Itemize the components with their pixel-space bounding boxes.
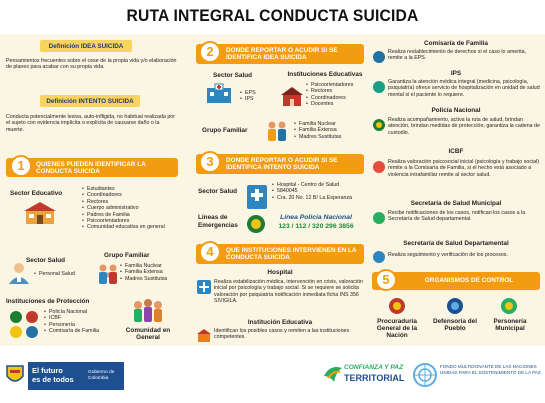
list-item: • Padres de Familia bbox=[82, 212, 178, 218]
list-item: • Rectores bbox=[306, 88, 366, 94]
list-item: • IPS bbox=[240, 96, 270, 102]
gob-line2: es de todos bbox=[32, 375, 74, 384]
confianza-line1: CONFIANZA Y PAZ bbox=[344, 364, 404, 371]
institucion-educativa-text: Identifican los posibles casos y remiten a las instituciones competentes. bbox=[214, 328, 350, 341]
family-icon bbox=[96, 262, 120, 286]
section1-number: 1 bbox=[10, 155, 32, 177]
ips-icon bbox=[372, 80, 386, 94]
section5-header bbox=[372, 268, 540, 292]
s2-educativas-list bbox=[306, 82, 366, 108]
institucion-educativa-label: Institución Educativa bbox=[247, 319, 313, 326]
section3-header bbox=[196, 150, 364, 174]
list-item: • Personal Salud bbox=[34, 271, 94, 277]
gobierno-colombia-logo bbox=[28, 362, 124, 390]
hospital-text: Realiza estabilización médica, intervención en crisis, valoración inicial por psicología y trabajo social. Si se requiere se solicita valoración por psiquiatría notificación inmediata ficha INS 356 SIVIGILA. bbox=[214, 279, 363, 304]
grupo-familiar-label: Grupo Familiar bbox=[104, 252, 150, 259]
list-item: • Madres Sustitutas bbox=[120, 276, 180, 282]
section4-heading: QUE INSTITUCIONES INTERVIENEN EN LA CONDUCTA SUICIDA bbox=[196, 244, 364, 264]
police-badge-icon bbox=[246, 214, 266, 234]
salud-municipal-text: Recibe notificaciones de los casos, notifican los casos a la Secretaría de Salud departamental. bbox=[388, 210, 526, 223]
list-item: • Cuerpo administrativo bbox=[82, 205, 178, 211]
confianza-line2: TERRITORIAL bbox=[344, 373, 405, 383]
section5-heading: ORGANISMOS DE CONTROL bbox=[372, 272, 540, 290]
list-item: • 5840045 bbox=[272, 188, 366, 194]
policia-phone-numbers: 123 / 112 / 320 296 3856 bbox=[278, 223, 354, 230]
family-group-icon bbox=[266, 120, 288, 142]
school-small-icon bbox=[196, 328, 212, 342]
list-item: • Hospital - Centro de Salud bbox=[272, 182, 366, 188]
idea-suicida-heading: Definición IDEA SUICIDA bbox=[40, 40, 132, 52]
sector-educativo-list bbox=[82, 186, 178, 231]
list-item: • Madres Sustitutas bbox=[294, 134, 364, 140]
policia-nacional-text: Realiza acompañamiento, activa la ruta de salud, brindan atención, brindan medidas de protección, garantiza la cadena de custodio. bbox=[388, 117, 540, 136]
list-item: • Docentes bbox=[306, 101, 366, 107]
doctor-icon bbox=[6, 262, 32, 284]
dove-icon bbox=[322, 362, 344, 386]
icbf-text: Realiza valoración psicosocial inicial (psicología y trabajo social) remite a la Comisaría de Familia, si el hecho está asociado a violencia intrafamiliar remite al sector salud. bbox=[388, 159, 540, 178]
s3-salud-list bbox=[272, 182, 366, 201]
ips-text: Garantiza la atención médica integral (medicina, psicología, psiquiatría) ofrece servicio de hospitalización en unidad de salud mental si el paciente lo requiere. bbox=[388, 79, 540, 98]
policia-icon bbox=[372, 118, 386, 132]
intento-suicida-text: Conducta potencialmente lesiva, auto-infligida, no habitual realizada por el sujeto con evidencia implícita o explícita de causarse daño o la muerte. bbox=[6, 114, 176, 133]
hospital-cross-icon bbox=[246, 183, 268, 211]
list-item: • Comisaría de Familia bbox=[44, 328, 120, 334]
hospital-icon bbox=[206, 83, 232, 103]
s2-salud-list bbox=[240, 90, 270, 103]
list-item: • Personería bbox=[44, 322, 120, 328]
list-item: • Familia Nuclear bbox=[294, 121, 364, 127]
un-emblem-icon bbox=[412, 362, 438, 388]
gob-line1: El futuro bbox=[32, 366, 63, 375]
list-item: • Policía Nacional bbox=[44, 309, 120, 315]
defensoria-icon bbox=[446, 297, 464, 315]
page-title: RUTA INTEGRAL CONDUCTA SUICIDA bbox=[126, 6, 419, 25]
list-item: • Coordinadores bbox=[82, 192, 178, 198]
salud-departamental-text: Realiza seguimiento y verificación de los procesos. bbox=[388, 252, 508, 258]
section2-heading: DONDE REPORTAR O ACUDIR SI SE IDENTIFICA IDEA SUICIDA bbox=[196, 44, 364, 64]
list-item: • Cra. 20 No. 12 B/ La Esperanza bbox=[272, 195, 366, 201]
community-icon bbox=[130, 298, 166, 324]
s2-grupo-familiar-label: Grupo Familiar bbox=[202, 127, 248, 134]
salud-departamental-icon bbox=[372, 250, 386, 264]
section4-number: 4 bbox=[199, 241, 221, 263]
icbf-label: ICBF bbox=[448, 148, 464, 155]
list-item: • Familia Extensa bbox=[294, 127, 364, 133]
salud-municipal-icon bbox=[372, 211, 386, 225]
list-item: • ICBF bbox=[44, 315, 120, 321]
list-item: • Familia Nuclear bbox=[120, 263, 180, 269]
list-item: • Estudiantes bbox=[82, 186, 178, 192]
intento-suicida-heading: Definición INTENTO SUICIDA bbox=[40, 95, 140, 107]
lineas-emergencias-label: Líneas de Emergencias bbox=[198, 214, 238, 229]
grupo-familiar-list bbox=[120, 263, 180, 282]
list-item: • Psicoorientadores bbox=[82, 218, 178, 224]
list-item: • EPS bbox=[240, 90, 270, 96]
policia-nacional-label: Policía Nacional bbox=[431, 107, 481, 114]
comisaria-icon bbox=[372, 50, 386, 64]
sector-educativo-label: Sector Educativo bbox=[10, 190, 63, 197]
sector-salud-label: Sector Salud bbox=[26, 257, 66, 264]
hospital-label: Hospital bbox=[267, 269, 293, 276]
s3-sector-salud-label: Sector Salud bbox=[198, 188, 238, 195]
section1-heading: QUIENES PUEDEN IDENTIFICAR LA CONDUCTA SUICIDA bbox=[6, 158, 178, 177]
s2-instituciones-label: Instituciones Educativas bbox=[287, 71, 363, 78]
defensoria-label: Defensoría del Pueblo bbox=[432, 318, 478, 332]
section4-header bbox=[196, 240, 364, 264]
gob-brand: Gobierno de Colombia bbox=[88, 370, 115, 381]
salud-departamental-label: Secretaría de Salud Departamental bbox=[403, 240, 509, 247]
s2-sector-salud-label: Sector Salud bbox=[213, 72, 253, 79]
section1-header bbox=[6, 155, 178, 177]
comunidad-general-label: Comunidad en General bbox=[125, 327, 171, 341]
salud-municipal-label: Secretaría de Salud Municipal bbox=[410, 200, 502, 207]
idea-suicida-text: Pensamientos frecuentes sobre el cese de la propia vida y/o elaboración de planes para acabar con su propia vida. bbox=[6, 58, 177, 71]
comisaria-label: Comisaría de Familia bbox=[424, 40, 488, 47]
procuraduria-icon bbox=[388, 297, 406, 315]
section3-number: 3 bbox=[199, 151, 221, 173]
instituciones-proteccion-list bbox=[44, 309, 120, 335]
personeria-icon bbox=[500, 297, 518, 315]
section5-number: 5 bbox=[375, 269, 397, 291]
school-icon bbox=[22, 200, 58, 226]
procuraduria-label: Procuraduría General de la Nación bbox=[376, 318, 418, 339]
instituciones-proteccion-label: Instituciones de Protección bbox=[6, 298, 90, 305]
icbf-icon bbox=[372, 160, 386, 174]
section3-heading: DONDE REPORTAR O ACUDIR SI SE IDENTIFICA INTENTO SUICIDA bbox=[196, 154, 364, 174]
sector-salud-list bbox=[34, 271, 94, 277]
hospital-small-icon bbox=[196, 279, 212, 295]
section2-header bbox=[196, 40, 364, 64]
s2-familiar-list bbox=[294, 121, 364, 140]
list-item: • Coordinadores bbox=[306, 95, 366, 101]
ips-label: IPS bbox=[450, 70, 462, 77]
policia-line-label: Línea Policía Nacional bbox=[280, 214, 352, 221]
section2-number: 2 bbox=[199, 41, 221, 63]
institution-logos-icon bbox=[8, 309, 48, 339]
un-fund-text: FONDO MULTIDONANTE DE LAS NACIONES UNIDAS PARA EL SOSTENIMIENTO DE LA PAZ bbox=[440, 364, 541, 375]
list-item: • Rectores bbox=[82, 199, 178, 205]
personeria-label: Personería Municipal bbox=[493, 318, 527, 332]
list-item: • Familia Extensa bbox=[120, 269, 180, 275]
list-item: • Comunidad educativa en general bbox=[82, 224, 178, 230]
comisaria-text: Realiza restablecimiento de derechos si el caso lo amerita, remite a la EPS. bbox=[388, 49, 527, 62]
colombia-coat-of-arms-icon bbox=[4, 362, 26, 388]
list-item: • Psicoorientadores bbox=[306, 82, 366, 88]
school-building-icon bbox=[280, 86, 304, 106]
